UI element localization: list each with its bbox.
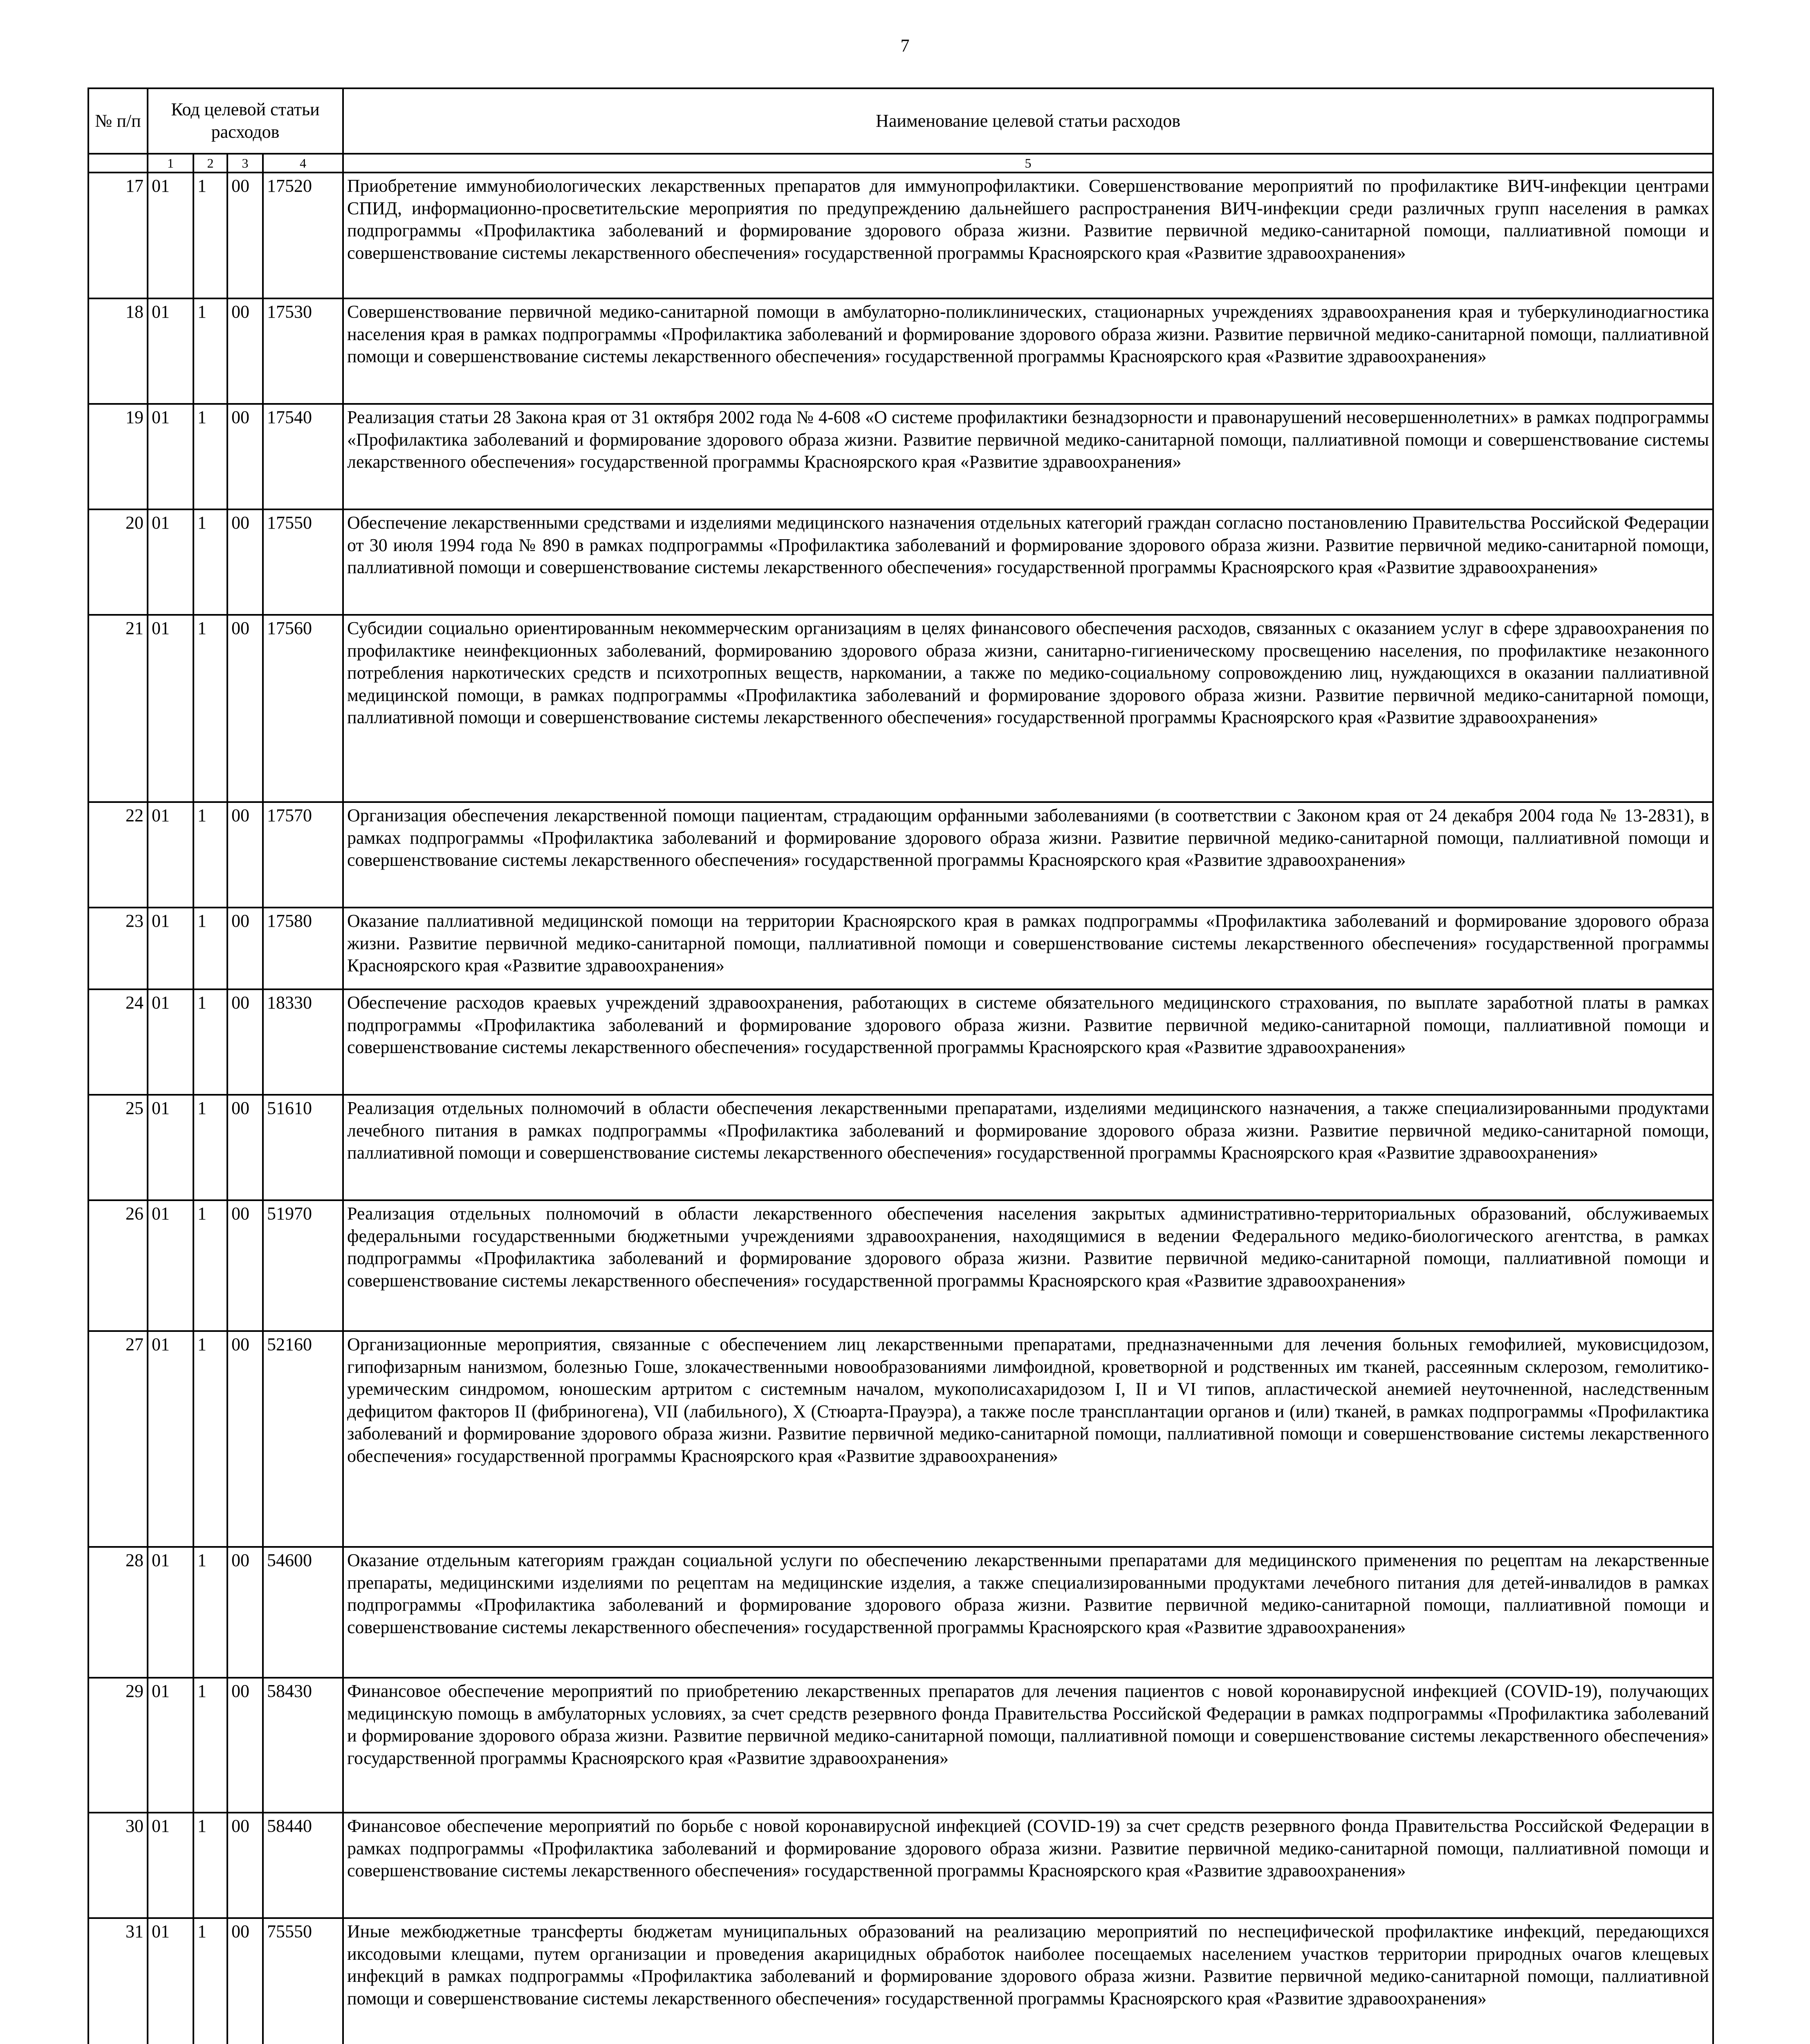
column-number: 1: [148, 154, 193, 173]
table-row: [88, 1547, 1713, 1678]
header-name: Наименование целевой статьи расходов: [343, 88, 1713, 154]
expense-name-cell: Оказание паллиативной медицинской помощи на территории Красноярского края в рамках подпрограммы «Профилактика заболеваний и формирование здорового образа жизни. Развитие первичной медико-санитарной помощи, паллиативной помощи и совершенствование системы лекарственного обеспечения» государственной программы Красноярского края «Развитие здравоохранения»: [343, 908, 1713, 989]
row-number-cell: 30: [88, 1813, 148, 1918]
row-number-cell: 17: [88, 173, 148, 298]
table-row: [88, 298, 1713, 404]
table-row: [88, 989, 1713, 1095]
expense-name-cell: Реализация отдельных полномочий в области обеспечения лекарственными препаратами, изделиями медицинского назначения, а также специализированными продуктами лечебного питания в рамках подпрограммы «Профилактика заболеваний и формирование здорового образа жизни. Развитие первичной медико-санитарной помощи, паллиативной помощи и совершенствование системы лекарственного обеспечения» государственной программы Красноярского края «Развитие здравоохранения»: [343, 1095, 1713, 1200]
code-part-4-cell: 17570: [263, 802, 343, 908]
code-part-4-cell: 75550: [263, 1918, 343, 2044]
table-row: [88, 802, 1713, 908]
column-number: 5: [343, 154, 1713, 173]
header-number: № п/п: [88, 88, 148, 154]
table-row: [88, 615, 1713, 802]
code-part-1-cell: 01: [148, 1095, 193, 1200]
column-number: 3: [227, 154, 263, 173]
column-numbers-row: [88, 154, 1713, 173]
code-part-2-cell: 1: [193, 1200, 227, 1331]
table-row: [88, 404, 1713, 509]
code-part-4-cell: 17560: [263, 615, 343, 802]
code-part-3-cell: 00: [227, 298, 263, 404]
code-part-4-cell: 18330: [263, 989, 343, 1095]
code-part-3-cell: 00: [227, 404, 263, 509]
code-part-4-cell: 17530: [263, 298, 343, 404]
expense-name-cell: Реализация статьи 28 Закона края от 31 октября 2002 года № 4-608 «О системе профилактики безнадзорности и правонарушений несовершеннолетних» в рамках подпрограммы «Профилактика заболеваний и формирование здорового образа жизни. Развитие первичной медико-санитарной помощи, паллиативной помощи и совершенствование системы лекарственного обеспечения» государственной программы Красноярского края «Развитие здравоохранения»: [343, 404, 1713, 509]
code-part-1-cell: 01: [148, 908, 193, 989]
code-part-4-cell: 17580: [263, 908, 343, 989]
row-number-cell: 31: [88, 1918, 148, 2044]
code-part-3-cell: 00: [227, 1200, 263, 1331]
table-header-row: [88, 88, 1713, 154]
expense-name-cell: Иные межбюджетные трансферты бюджетам муниципальных образований на реализацию мероприятий по неспецифической профилактике инфекций, передающихся иксодовыми клещами, путем организации и проведения акарицидных обработок наиболее посещаемых населением участков территории природных очагов клещевых инфекций в рамках подпрограммы «Профилактика заболеваний и формирование здорового образа жизни. Развитие первичной медико-санитарной помощи, паллиативной помощи и совершенствование системы лекарственного обеспечения» государственной программы Красноярского края «Развитие здравоохранения»: [343, 1918, 1713, 2044]
code-part-4-cell: 51610: [263, 1095, 343, 1200]
code-part-4-cell: 52160: [263, 1331, 343, 1547]
code-part-3-cell: 00: [227, 1813, 263, 1918]
code-part-3-cell: 00: [227, 615, 263, 802]
row-number-cell: 26: [88, 1200, 148, 1331]
code-part-3-cell: 00: [227, 509, 263, 615]
code-part-3-cell: 00: [227, 802, 263, 908]
row-number-cell: 20: [88, 509, 148, 615]
table-row: [88, 1200, 1713, 1331]
code-part-1-cell: 01: [148, 298, 193, 404]
code-part-2-cell: 1: [193, 298, 227, 404]
expense-name-cell: Обеспечение расходов краевых учреждений здравоохранения, работающих в системе обязательного медицинского страхования, по выплате заработной платы в рамках подпрограммы «Профилактика заболеваний и формирование здорового образа жизни. Развитие первичной медико-санитарной помощи, паллиативной помощи и совершенствование системы лекарственного обеспечения» государственной программы Красноярского края «Развитие здравоохранения»: [343, 989, 1713, 1095]
code-part-2-cell: 1: [193, 173, 227, 298]
code-part-2-cell: 1: [193, 1331, 227, 1547]
expense-name-cell: Реализация отдельных полномочий в области лекарственного обеспечения населения закрытых административно-территориальных образований, обслуживаемых федеральными государственными бюджетными учреждениями здравоохранения, находящимися в ведении Федерального медико-биологического агентства, в рамках подпрограммы «Профилактика заболеваний и формирование здорового образа жизни. Развитие первичной медико-санитарной помощи, паллиативной помощи и совершенствование системы лекарственного обеспечения» государственной программы Красноярского края «Развитие здравоохранения»: [343, 1200, 1713, 1331]
row-number-cell: 25: [88, 1095, 148, 1200]
expense-name-cell: Финансовое обеспечение мероприятий по борьбе с новой коронавирусной инфекцией (COVID-19) за счет средств резервного фонда Правительства Российской Федерации в рамках подпрограммы «Профилактика заболеваний и формирование здорового образа жизни. Развитие первичной медико-санитарной помощи, паллиативной помощи и совершенствование системы лекарственного обеспечения» государственной программы Красноярского края «Развитие здравоохранения»: [343, 1813, 1713, 1918]
row-number-cell: 28: [88, 1547, 148, 1678]
row-number-cell: 18: [88, 298, 148, 404]
code-part-1-cell: 01: [148, 615, 193, 802]
code-part-3-cell: 00: [227, 1678, 263, 1813]
code-part-3-cell: 00: [227, 1095, 263, 1200]
code-part-3-cell: 00: [227, 1547, 263, 1678]
code-part-2-cell: 1: [193, 615, 227, 802]
code-part-4-cell: 54600: [263, 1547, 343, 1678]
code-part-4-cell: 17540: [263, 404, 343, 509]
code-part-3-cell: 00: [227, 1918, 263, 2044]
row-number-cell: 29: [88, 1678, 148, 1813]
expense-name-cell: Оказание отдельным категориям граждан социальной услуги по обеспечению лекарственными препаратами для медицинского применения по рецептам на лекарственные препараты, медицинскими изделиями по рецептам на медицинские изделия, а также специализированными продуктами лечебного питания для детей-инвалидов в рамках подпрограммы «Профилактика заболеваний и формирование здорового образа жизни. Развитие первичной медико-санитарной помощи, паллиативной помощи и совершенствование системы лекарственного обеспечения» государственной программы Красноярского края «Развитие здравоохранения»: [343, 1547, 1713, 1678]
header-code: Код целевой статьи расходов: [148, 88, 343, 154]
expense-name-cell: Организация обеспечения лекарственной помощи пациентам, страдающим орфанными заболеваниями (в соответствии с Законом края от 24 декабря 2004 года № 13-2831), в рамках подпрограммы «Профилактика заболеваний и формирование здорового образа жизни. Развитие первичной медико-санитарной помощи, паллиативной помощи и совершенствование системы лекарственного обеспечения» государственной программы Красноярского края «Развитие здравоохранения»: [343, 802, 1713, 908]
code-part-1-cell: 01: [148, 1918, 193, 2044]
code-part-1-cell: 01: [148, 173, 193, 298]
code-part-1-cell: 01: [148, 1200, 193, 1331]
code-part-3-cell: 00: [227, 173, 263, 298]
code-part-4-cell: 51970: [263, 1200, 343, 1331]
code-part-2-cell: 1: [193, 802, 227, 908]
code-part-4-cell: 17550: [263, 509, 343, 615]
code-part-1-cell: 01: [148, 1813, 193, 1918]
code-part-2-cell: 1: [193, 1095, 227, 1200]
code-part-1-cell: 01: [148, 802, 193, 908]
table-row: [88, 908, 1713, 989]
row-number-cell: 21: [88, 615, 148, 802]
table-row: [88, 1331, 1713, 1547]
code-part-2-cell: 1: [193, 1918, 227, 2044]
code-part-2-cell: 1: [193, 1678, 227, 1813]
row-number-cell: 22: [88, 802, 148, 908]
code-part-1-cell: 01: [148, 1547, 193, 1678]
code-part-4-cell: 58430: [263, 1678, 343, 1813]
expense-name-cell: Совершенствование первичной медико-санитарной помощи в амбулаторно-поликлинических, стационарных учреждениях здравоохранения края и туберкулинодиагностика населения края в рамках подпрограммы «Профилактика заболеваний и формирование здорового образа жизни. Развитие первичной медико-санитарной помощи, паллиативной помощи и совершенствование системы лекарственного обеспечения» государственной программы Красноярского края «Развитие здравоохранения»: [343, 298, 1713, 404]
code-part-3-cell: 00: [227, 908, 263, 989]
table-row: [88, 1813, 1713, 1918]
table-row: [88, 173, 1713, 298]
code-part-2-cell: 1: [193, 509, 227, 615]
table-row: [88, 509, 1713, 615]
code-part-1-cell: 01: [148, 1331, 193, 1547]
code-part-1-cell: 01: [148, 989, 193, 1095]
column-number-blank: [88, 154, 148, 173]
table-row: [88, 1678, 1713, 1813]
code-part-1-cell: 01: [148, 1678, 193, 1813]
expense-name-cell: Субсидии социально ориентированным некоммерческим организациям в целях финансового обеспечения расходов, связанных с оказанием услуг в сфере здравоохранения по профилактике неинфекционных заболеваний, формированию здорового образа жизни, санитарно-гигиеническому просвещению населения, по профилактике незаконного потребления наркотических средств и психотропных веществ, наркомании, а также по медико-социальному сопровождению лиц, нуждающихся в оказании паллиативной медицинской помощи, в рамках подпрограммы «Профилактика заболеваний и формирование здорового образа жизни. Развитие первичной медико-санитарной помощи, паллиативной помощи и совершенствование системы лекарственного обеспечения» государственной программы Красноярского края «Развитие здравоохранения»: [343, 615, 1713, 802]
code-part-1-cell: 01: [148, 509, 193, 615]
column-number: 2: [193, 154, 227, 173]
expense-name-cell: Организационные мероприятия, связанные с обеспечением лиц лекарственными препаратами, предназначенными для лечения больных гемофилией, муковисцидозом, гипофизарным нанизмом, болезнью Гоше, злокачественными новообразованиями лимфоидной, кроветворной и родственных им тканей, рассеянным склерозом, гемолитико-уремическим синдромом, юношеским артритом с системным началом, мукополисахаридозом I, II и VI типов, апластической анемией неуточненной, наследственным дефицитом факторов II (фибриногена), VII (лабильного), X (Стюарта-Прауэра), а также после трансплантации органов и (или) тканей, в рамках подпрограммы «Профилактика заболеваний и формирование здорового образа жизни. Развитие первичной медико-санитарной помощи, паллиативной помощи и совершенствование системы лекарственного обеспечения» государственной программы Красноярского края «Развитие здравоохранения»: [343, 1331, 1713, 1547]
code-part-2-cell: 1: [193, 404, 227, 509]
expense-name-cell: Приобретение иммунобиологических лекарственных препаратов для иммунопрофилактики. Совершенствование мероприятий по профилактике ВИЧ-инфекции центрами СПИД, информационно-просветительские мероприятия по предупреждению дальнейшего распространения ВИЧ-инфекции среди различных групп населения в рамках подпрограммы «Профилактика заболеваний и формирование здорового образа жизни. Развитие первичной медико-санитарной помощи, паллиативной помощи и совершенствование системы лекарственного обеспечения» государственной программы Красноярского края «Развитие здравоохранения»: [343, 173, 1713, 298]
code-part-2-cell: 1: [193, 1547, 227, 1678]
code-part-2-cell: 1: [193, 908, 227, 989]
code-part-3-cell: 00: [227, 1331, 263, 1547]
page-number: 7: [900, 36, 910, 56]
table-row: [88, 1918, 1713, 2044]
table-row: [88, 1095, 1713, 1200]
row-number-cell: 24: [88, 989, 148, 1095]
column-number: 4: [263, 154, 343, 173]
code-part-1-cell: 01: [148, 404, 193, 509]
row-number-cell: 19: [88, 404, 148, 509]
budget-items-table: [87, 87, 1714, 2044]
code-part-4-cell: 58440: [263, 1813, 343, 1918]
expense-name-cell: Обеспечение лекарственными средствами и изделиями медицинского назначения отдельных категорий граждан согласно постановлению Правительства Российской Федерации от 30 июля 1994 года № 890 в рамках подпрограммы «Профилактика заболеваний и формирование здорового образа жизни. Развитие первичной медико-санитарной помощи, паллиативной помощи и совершенствование системы лекарственного обеспечения» государственной программы Красноярского края «Развитие здравоохранения»: [343, 509, 1713, 615]
row-number-cell: 23: [88, 908, 148, 989]
expense-name-cell: Финансовое обеспечение мероприятий по приобретению лекарственных препаратов для лечения пациентов с новой коронавирусной инфекцией (COVID-19), получающих медицинскую помощь в амбулаторных условиях, за счет средств резервного фонда Правительства Российской Федерации в рамках подпрограммы «Профилактика заболеваний и формирование здорового образа жизни. Развитие первичной медико-санитарной помощи, паллиативной помощи и совершенствование системы лекарственного обеспечения» государственной программы Красноярского края «Развитие здравоохранения»: [343, 1678, 1713, 1813]
row-number-cell: 27: [88, 1331, 148, 1547]
code-part-2-cell: 1: [193, 1813, 227, 1918]
code-part-2-cell: 1: [193, 989, 227, 1095]
code-part-4-cell: 17520: [263, 173, 343, 298]
code-part-3-cell: 00: [227, 989, 263, 1095]
